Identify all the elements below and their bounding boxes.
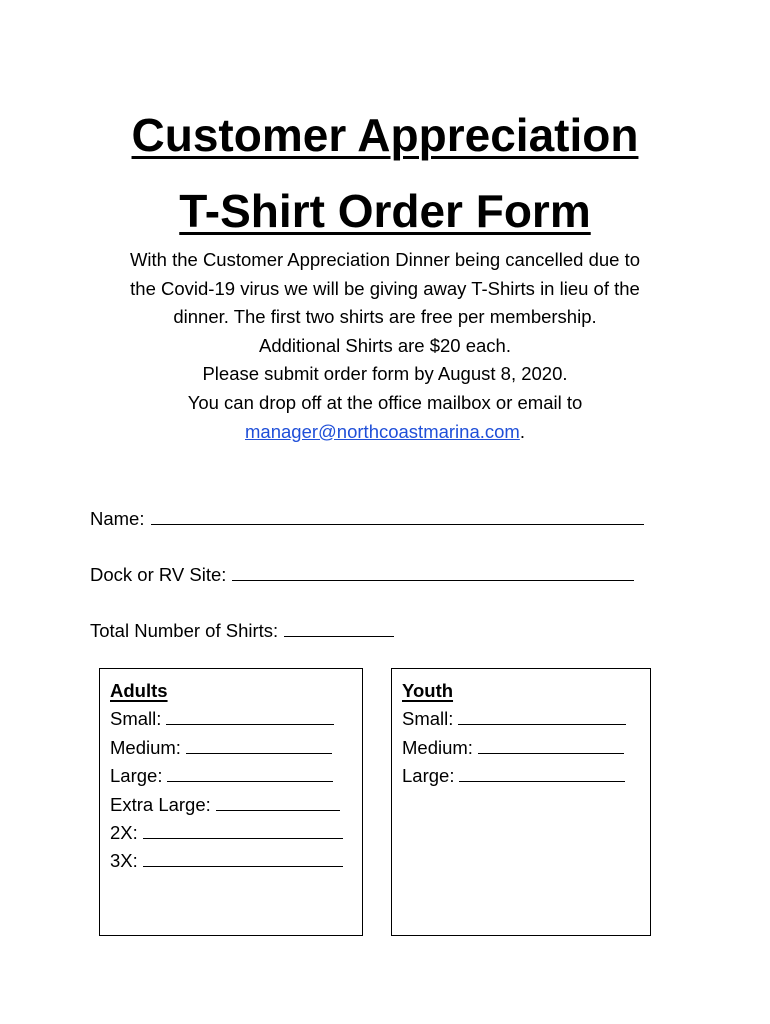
adult-size-label: Small: — [110, 708, 162, 730]
adults-heading: Adults — [110, 680, 168, 701]
intro-line: Additional Shirts are $20 each. — [259, 334, 511, 356]
total-field-row — [90, 618, 394, 643]
intro-line: the Covid-19 virus we will be giving away T-Shirts in lieu of the — [130, 277, 640, 299]
adult-size-row — [110, 705, 352, 733]
adult-size-row — [110, 762, 352, 790]
dock-label: Dock or RV Site: — [90, 564, 227, 585]
total-blank-line[interactable] — [284, 618, 394, 637]
intro-line: Please submit order form by August 8, 2020. — [202, 363, 568, 385]
adult-size-row — [110, 847, 352, 875]
youth-size-label: Large: — [402, 765, 455, 787]
adult-size-row — [110, 791, 352, 819]
adult-size-label: Extra Large: — [110, 793, 211, 815]
total-label: Total Number of Shirts: — [90, 620, 279, 641]
adult-size-blank[interactable] — [166, 708, 334, 725]
youth-size-blank[interactable] — [458, 708, 626, 725]
name-label: Name: — [90, 508, 145, 529]
adults-size-box — [99, 668, 363, 936]
youth-size-blank[interactable] — [478, 737, 624, 754]
adult-size-label: 3X: — [110, 850, 138, 872]
intro-line: dinner. The first two shirts are free per membership. — [173, 306, 597, 328]
adult-size-label: 2X: — [110, 822, 138, 844]
youth-size-label: Medium: — [402, 736, 473, 758]
youth-size-label: Small: — [402, 708, 454, 730]
dock-field-row — [90, 562, 634, 587]
adult-size-row — [110, 734, 352, 762]
youth-size-blank[interactable] — [459, 765, 625, 782]
form-title-line-2: T-Shirt Order Form — [179, 185, 591, 237]
intro-line: You can drop off at the office mailbox or email to — [187, 391, 583, 413]
adult-size-label: Medium: — [110, 736, 181, 758]
email-line — [0, 418, 770, 447]
email-link[interactable]: manager@northcoastmarina.com — [245, 420, 520, 442]
name-field-row — [90, 506, 644, 531]
adult-size-blank[interactable] — [167, 765, 333, 782]
adult-size-blank[interactable] — [216, 794, 340, 811]
adult-size-blank[interactable] — [143, 850, 343, 867]
name-blank-line[interactable] — [151, 506, 644, 525]
form-title-line-1: Customer Appreciation — [131, 109, 639, 161]
adult-size-label: Large: — [110, 765, 163, 787]
youth-size-row — [402, 762, 640, 790]
email-period: . — [519, 420, 525, 442]
dock-blank-line[interactable] — [232, 562, 634, 581]
intro-paragraph — [0, 246, 770, 446]
youth-size-row — [402, 705, 640, 733]
youth-size-box — [391, 668, 651, 936]
adult-size-blank[interactable] — [143, 822, 343, 839]
adult-size-blank[interactable] — [186, 737, 332, 754]
youth-heading: Youth — [402, 680, 454, 701]
intro-line: With the Customer Appreciation Dinner being cancelled due to — [129, 249, 641, 270]
youth-size-row — [402, 734, 640, 762]
adult-size-row — [110, 819, 352, 847]
